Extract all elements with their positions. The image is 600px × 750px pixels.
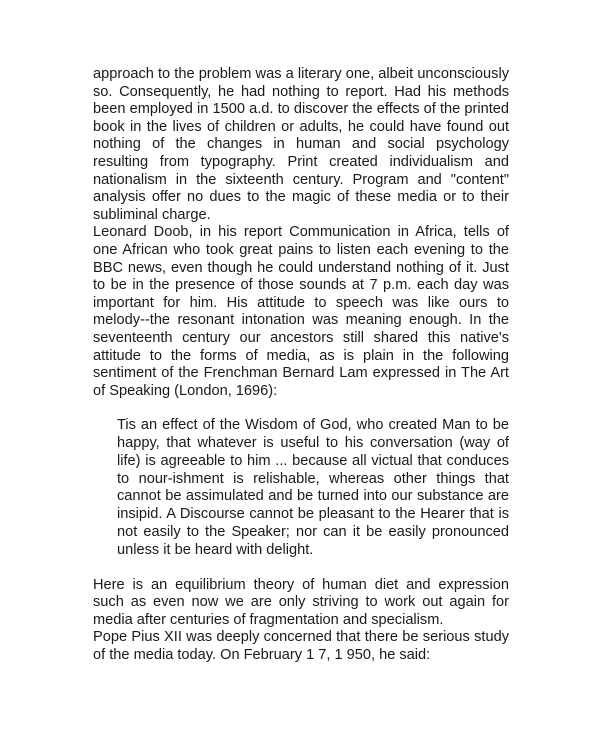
paragraph-leonard-doob: Leonard Doob, in his report Communication in Africa, tells of one African who took great pains to listen each evening to the BBC news, even though he could understand nothing of it. Just to be in the presence of those sounds at 7 p.m. each day was important for him. His attitude to speech was like ours to melody--the resonant intonation was meaning enough. In the seventeenth century our ancestors still shared this native's attitude to the forms of media, as is plain in the following sentiment of the Frenchman Bernard Lam expressed in The Art of Speaking (London, 1696): bbox=[93, 224, 509, 399]
paragraph-literary-approach: approach to the problem was a literary one, albeit unconsciously so. Consequently, he had nothing to report. Had his methods been employed in 1500 a.d. to discover the effects of the printed book in the lives of children or adults, he could have found out nothing of the changes in human and social psychology resulting from typography. Print created individualism and nationalism in the sixteenth century. Program and "content" analysis offer no dues to the magic of these media or to their subliminal charge. bbox=[93, 66, 509, 223]
paragraph-pope-pius: Pope Pius XII was deeply concerned that there be serious study of the media today. On February 1 7, 1 950, he said: bbox=[93, 629, 509, 664]
block-quote-bernard-lam: Tis an effect of the Wisdom of God, who created Man to be happy, that whatever is useful to his conversation (way of life) is agreeable to him ... because all victual that conduces to nour-ishment is relishable, whereas other things that cannot be assimulated and be turned into our substance are insipid. A Discourse cannot be pleasant to the Hearer that is not easily to the Speaker; nor can it be easily pronounced unless it be heard with delight. bbox=[117, 417, 509, 558]
paragraph-equilibrium-theory: Here is an equilibrium theory of human diet and expression such as even now we are only striving to work out again for media after centuries of fragmentation and specialism. bbox=[93, 576, 509, 628]
document-page bbox=[93, 66, 509, 665]
